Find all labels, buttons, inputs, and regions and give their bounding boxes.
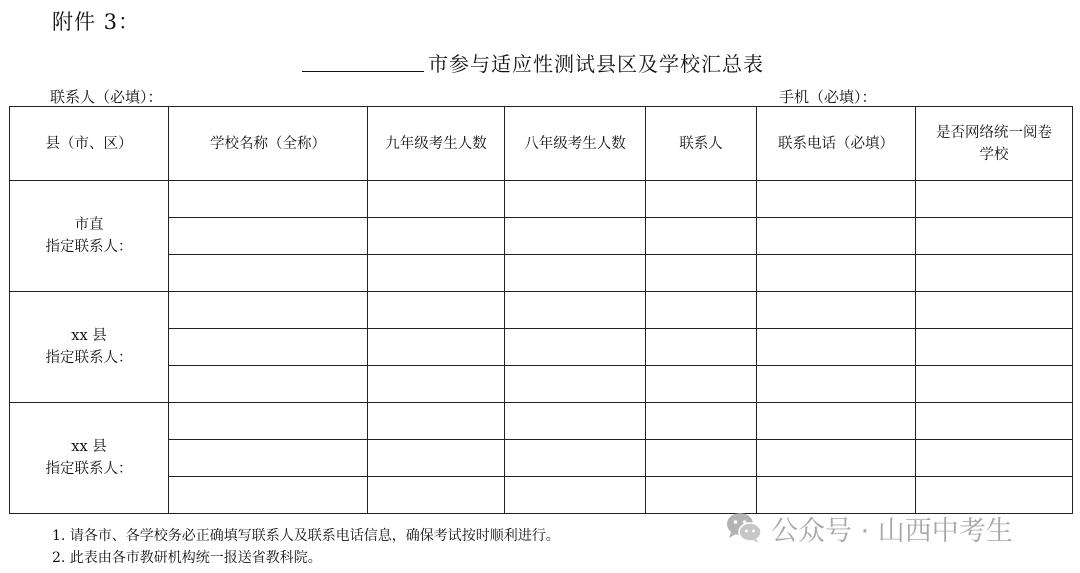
grade8-count-cell[interactable] <box>505 218 646 255</box>
grade8-count-cell[interactable] <box>505 292 646 329</box>
grade8-count-cell[interactable] <box>505 366 646 403</box>
county-cell <box>10 403 169 514</box>
phone-cell[interactable] <box>757 255 916 292</box>
table-row <box>10 255 1073 292</box>
header-phone: 联系电话（必填） <box>757 107 916 181</box>
header-row <box>10 107 1073 181</box>
county-cell <box>10 181 169 292</box>
table-row <box>10 181 1073 218</box>
header-school-name: 学校名称（全称） <box>169 107 368 181</box>
contact-cell[interactable] <box>646 292 757 329</box>
grade9-count-cell[interactable] <box>368 403 505 440</box>
school-name-cell[interactable] <box>169 440 368 477</box>
school-name-cell[interactable] <box>169 366 368 403</box>
phone-label: 手机（必填）： <box>779 88 877 106</box>
header-contact: 联系人 <box>646 107 757 181</box>
note-1: 1. 请各市、各学校务必正确填写联系人及联系电话信息，确保考试按时顺利进行。 <box>52 528 560 544</box>
watermark <box>725 509 1013 547</box>
phone-cell[interactable] <box>757 366 916 403</box>
grade9-count-cell[interactable] <box>368 181 505 218</box>
online-marking-cell[interactable] <box>916 181 1073 218</box>
online-marking-cell[interactable] <box>916 329 1073 366</box>
contact-cell[interactable] <box>646 218 757 255</box>
table-row <box>10 403 1073 440</box>
county-name: xx 县 <box>71 439 107 455</box>
grade9-count-cell[interactable] <box>368 366 505 403</box>
table-row <box>10 329 1073 366</box>
school-name-cell[interactable] <box>169 218 368 255</box>
online-marking-cell[interactable] <box>916 218 1073 255</box>
online-marking-cell[interactable] <box>916 366 1073 403</box>
header-county: 县（市、区） <box>10 107 169 181</box>
header-online-marking: 是否网络统一阅卷学校 <box>916 107 1073 181</box>
grade9-count-cell[interactable] <box>368 329 505 366</box>
watermark-text: 公众号 · 山西中考生 <box>771 515 1013 547</box>
county-name: xx 县 <box>71 328 107 344</box>
online-marking-cell[interactable] <box>916 403 1073 440</box>
grade8-count-cell[interactable] <box>505 329 646 366</box>
header-grade8-count: 八年级考生人数 <box>505 107 646 181</box>
school-name-cell[interactable] <box>169 477 368 514</box>
school-name-cell[interactable] <box>169 292 368 329</box>
contact-cell[interactable] <box>646 366 757 403</box>
contact-cell[interactable] <box>646 403 757 440</box>
contact-cell[interactable] <box>646 181 757 218</box>
school-name-cell[interactable] <box>169 403 368 440</box>
county-name: 市直 <box>74 217 104 233</box>
phone-cell[interactable] <box>757 440 916 477</box>
notes <box>52 525 560 569</box>
grade8-count-cell[interactable] <box>505 477 646 514</box>
online-marking-cell[interactable] <box>916 255 1073 292</box>
table-row <box>10 366 1073 403</box>
wechat-icon <box>725 511 763 545</box>
phone-cell[interactable] <box>757 218 916 255</box>
city-name-blank <box>302 71 424 72</box>
county-contact-label: 指定联系人： <box>45 350 133 366</box>
contact-cell[interactable] <box>646 477 757 514</box>
online-marking-cell[interactable] <box>916 292 1073 329</box>
table-row <box>10 218 1073 255</box>
grade9-count-cell[interactable] <box>368 218 505 255</box>
contact-cell[interactable] <box>646 329 757 366</box>
phone-cell[interactable] <box>757 292 916 329</box>
grade8-count-cell[interactable] <box>505 403 646 440</box>
school-name-cell[interactable] <box>169 255 368 292</box>
contact-label: 联系人（必填）： <box>50 88 163 106</box>
summary-table <box>9 106 1073 514</box>
table-row <box>10 440 1073 477</box>
online-marking-cell[interactable] <box>916 440 1073 477</box>
table-row <box>10 292 1073 329</box>
grade8-count-cell[interactable] <box>505 440 646 477</box>
phone-cell[interactable] <box>757 403 916 440</box>
contact-cell[interactable] <box>646 440 757 477</box>
county-contact-label: 指定联系人： <box>45 461 133 477</box>
grade8-count-cell[interactable] <box>505 255 646 292</box>
county-contact-label: 指定联系人： <box>45 239 133 255</box>
grade9-count-cell[interactable] <box>368 477 505 514</box>
title-row <box>0 44 1080 76</box>
phone-cell[interactable] <box>757 181 916 218</box>
school-name-cell[interactable] <box>169 329 368 366</box>
note-2: 2. 此表由各市教研机构统一报送省教科院。 <box>52 550 322 566</box>
grade8-count-cell[interactable] <box>505 181 646 218</box>
header-grade9-count: 九年级考生人数 <box>368 107 505 181</box>
grade9-count-cell[interactable] <box>368 292 505 329</box>
grade9-count-cell[interactable] <box>368 255 505 292</box>
document-title: 市参与适应性测试县区及学校汇总表 <box>428 52 764 76</box>
phone-cell[interactable] <box>757 329 916 366</box>
attachment-label: 附件 3： <box>52 10 141 34</box>
contact-cell[interactable] <box>646 255 757 292</box>
school-name-cell[interactable] <box>169 181 368 218</box>
county-cell <box>10 292 169 403</box>
grade9-count-cell[interactable] <box>368 440 505 477</box>
